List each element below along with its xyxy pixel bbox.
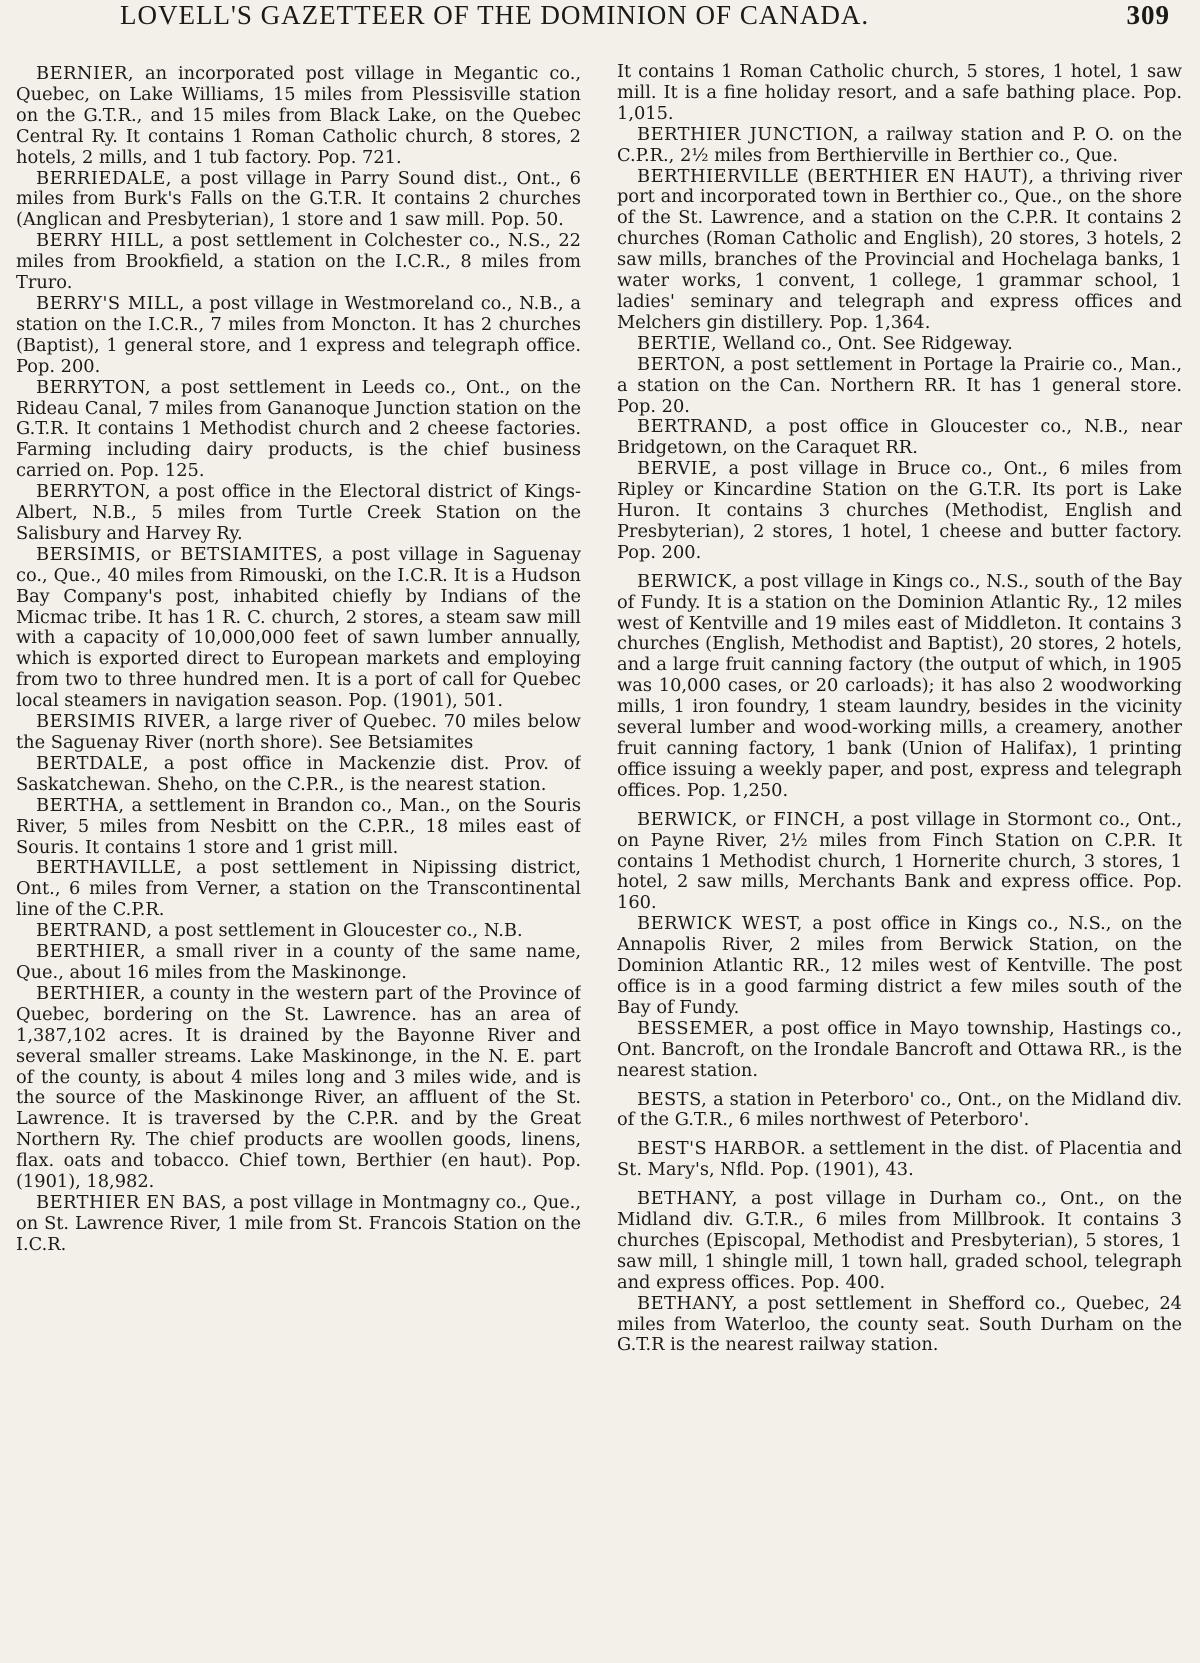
entry-headword: BERSIMIS RIVER, xyxy=(36,711,212,733)
entry-headword: BERRYTON, xyxy=(36,481,152,503)
entry-text: a settlement in Brandon co., Man., on the Souris River, 5 miles from Nesbitt on the C.P.R., 18 miles east of Souris. It contains 1 store and 1 grist mill. xyxy=(16,794,581,858)
entry-text: a post office in Gloucester co., N.B., near Bridgetown, on the Caraquet RR. xyxy=(617,416,1182,459)
entry-headword: BERTRAND, xyxy=(637,416,754,438)
entry-text: a railway station and P. O. on the C.P.R., 2½ miles from Berthierville in Berthier co., Que. xyxy=(617,123,1182,166)
gazetteer-entry xyxy=(16,858,581,921)
entry-headword: BESTS, xyxy=(637,1088,708,1110)
gazetteer-entry xyxy=(16,294,581,378)
entry-text: a post village in Durham co., Ont., on the Midland div. G.T.R., 6 miles from Millbrook. It contains 3 churches (Episcopal, Methodist and Presbyterian), 5 stores, 1 saw mill, 1 shingle mill, 1 town hall, graded school, telegraph and express offices. Pop. 400. xyxy=(617,1188,1182,1293)
gazetteer-entry xyxy=(16,921,581,942)
gazetteer-entry xyxy=(16,378,581,483)
gazetteer-entry xyxy=(617,1294,1182,1357)
gazetteer-entry xyxy=(16,231,581,294)
gazetteer-entry xyxy=(617,62,1182,125)
entry-headword: BETHANY, xyxy=(637,1188,738,1210)
entry-text: a post village in Parry Sound dist., Ont., 6 miles from Burk's Falls on the G.T.R. It contains 2 churches (Anglican and Presbyterian), 1 store and 1 saw mill. Pop. 50. xyxy=(16,167,581,231)
entry-headword: BERRIEDALE, xyxy=(36,167,172,189)
entry-headword: BERWICK, xyxy=(637,570,738,592)
entry-text: a post village in Bruce co., Ont., 6 miles from Ripley or Kincardine Station on the G.T.R. Its port is Lake Huron. It contains 3 churches (Methodist, English and Presbyterian), 2 stores, 1 hotel, 1 cheese and butter factory. Pop. 200. xyxy=(617,458,1182,563)
entry-headword: BERSIMIS, or BETSIAMITES, xyxy=(36,543,324,565)
entry-text: a post village in Stormont co., Ont., on Payne River, 2½ miles from Finch Station on C.P.R. It contains 1 Methodist church, 1 Hornerite church, 3 stores, 1 hotel, 2 saw mills, Merchants Bank and express office. Pop. 160. xyxy=(617,808,1182,914)
entry-text: a post village in Kings co., N.S., south of the Bay of Fundy. It is a station on the Dominion Atlantic Ry., 12 miles west of Kentville and 19 miles east of Middleton. It contains 3 churches (English, Methodist and Baptist), 20 stores, 2 hotels, and a large fruit canning factory (the output of which, in 1905 was 10,000 cases, or 20 carloads); it has also 2 woodworking mills, 1 iron foundry, 1 steam laundry, besides in the vicinity several lumber and wood-working mills, a creamery, another fruit canning factory, 1 bank (Union of Halifax), 1 printing office issuing a weekly paper, and post, express and telegraph offices. Pop. 1,250. xyxy=(617,570,1182,801)
entry-text: a post village in Westmoreland co., N.B., a station on the I.C.R., 7 miles from Moncton. It has 2 churches (Baptist), 1 general store, and 1 express and telegraph office. Pop. 200. xyxy=(16,292,581,377)
entry-headword: BESSEMER, xyxy=(637,1017,755,1039)
gazetteer-entry xyxy=(16,545,581,712)
gazetteer-entry xyxy=(16,169,581,232)
entry-headword: BERRY HILL, xyxy=(36,230,165,252)
entry-headword: BERTHIERVILLE (BERTHIER EN HAUT), xyxy=(637,165,1035,187)
right-column xyxy=(617,62,1182,1652)
entry-text: a post office in the Electoral district of Kings-Albert, N.B., 5 miles from Turtle Creek Station on the Salisbury and Harvey Ry. xyxy=(16,481,581,544)
entry-text: a post village in Saguenay co., Que., 40 miles from Rimouski, on the I.C.R. It is a Hudson Bay Company's post, inhabited chiefly by Indians of the Micmac tribe. It has 1 R. C. church, 2 stores, a steam saw mill with a capacity of 10,000,000 feet of sawn lumber annually, which is exported direct to European markets and employing from two to three hundred men. It is a port of call for Quebec local steamers in navigation season. Pop. (1901), 501. xyxy=(16,543,581,712)
page-number: 309 xyxy=(1126,0,1170,30)
entry-text: a post settlement in Portage la Prairie co., Man., a station on the Can. Northern RR. It has 1 general store. Pop. 20. xyxy=(617,353,1182,417)
entry-text: a post office in Mackenzie dist. Prov. of Saskatchewan. Sheho, on the C.P.R., is the nearest station. xyxy=(16,752,581,795)
entry-text: a settlement in the dist. of Placentia and St. Mary's, Nfld. Pop. (1901), 43. xyxy=(617,1138,1182,1181)
gazetteer-entry xyxy=(16,754,581,796)
entry-text: a post settlement in Gloucester co., N.B. xyxy=(158,920,523,942)
entry-text: a post settlement in Nipissing district, Ont., 6 miles from Verner, a station on the Transcontinental line of the C.P.R. xyxy=(16,857,581,921)
entry-headword: BERWICK WEST, xyxy=(637,913,803,935)
gazetteer-entry xyxy=(617,1090,1182,1132)
entry-headword: BERTHIER, xyxy=(36,941,147,963)
gazetteer-entry xyxy=(16,984,581,1193)
gazetteer-entry xyxy=(617,810,1182,915)
page-header xyxy=(120,0,1170,34)
gazetteer-entry xyxy=(617,417,1182,459)
entry-headword: BERWICK, or FINCH, xyxy=(637,808,846,830)
entry-text: Welland co., Ont. See Ridgeway. xyxy=(722,332,1013,354)
gazetteer-entry xyxy=(16,796,581,859)
entry-text: a post settlement in Leeds co., Ont., on the Rideau Canal, 7 miles from Gananoque Junction station on the G.T.R. It contains 1 Methodist church and 2 cheese factories. Farming including dairy products, is the chief business carried on. Pop. 125. xyxy=(16,376,581,482)
entry-headword: BERNIER, xyxy=(36,64,135,84)
entry-headword: BERTHIER JUNCTION, xyxy=(637,123,859,145)
entry-headword: BEST'S HARBOR. xyxy=(637,1138,807,1160)
gazetteer-entry xyxy=(617,1189,1182,1294)
entry-text: an incorporated post village in Megantic co., Quebec, on Lake Williams, 15 miles from Plessisville station on the G.T.R., and 15 miles from Black Lake, on the Quebec Central Ry. It contains 1 Roman Catholic church, 8 stores, 2 hotels, 2 mills, and 1 tub factory. Pop. 721. xyxy=(16,64,581,168)
entry-headword: BERTON, xyxy=(637,353,727,375)
entry-text: a post settlement in Colchester co., N.S., 22 miles from Brookfield, a station on the I.C.R., 8 miles from Truro. xyxy=(16,230,581,294)
entry-text: a large river of Quebec. 70 miles below the Saguenay River (north shore). See Betsiamites xyxy=(16,711,581,753)
entry-headword: BERTHA, xyxy=(36,794,125,816)
gazetteer-entry xyxy=(617,125,1182,167)
gazetteer-entry xyxy=(617,167,1182,334)
entry-headword: BERTDALE, xyxy=(36,752,150,774)
entry-headword: BERVIE, xyxy=(637,458,718,480)
entry-headword: BETHANY, xyxy=(637,1292,738,1314)
entry-text: a county in the western part of the Province of Quebec, bordering on the St. Lawrence. has an area of 1,387,102 acres. It is drained by the Bayonne River and several smaller streams. Lake Maskinonge, in the N. E. part of the county, is about 4 miles long and 3 miles wide, and is the source of the Maskinonge River, an affluent of the St. Lawrence. It is traversed by the C.P.R. and by the Great Northern Ry. The chief products are woollen goods, linens, flax. oats and tobacco. Chief town, Berthier (en haut). Pop. (1901), 18,982. xyxy=(16,982,581,1193)
entry-text: a post office in Kings co., N.S., on the Annapolis River, 2 miles from Berwick Station, on the Dominion Atlantic RR., 12 miles west of Kentville. The post office is in a good farming district a few miles south of the Bay of Fundy. xyxy=(617,913,1182,1018)
entry-headword: BERRY'S MILL, xyxy=(36,292,185,314)
entry-headword: BERTRAND, xyxy=(36,920,153,942)
entry-headword: BERRYTON, xyxy=(36,376,152,398)
running-title: LOVELL'S GAZETTEER OF THE DOMINION OF CANADA. xyxy=(120,0,870,30)
gazetteer-entry xyxy=(16,64,581,169)
gazetteer-entry xyxy=(16,712,581,754)
entry-headword: BERTHIER EN BAS, xyxy=(36,1191,228,1213)
entry-text: a small river in a county of the same name, Que., about 16 miles from the Maskinonge. xyxy=(16,941,581,983)
entry-headword: BERTHAVILLE, xyxy=(36,857,183,879)
entry-text: a post office in Mayo township, Hastings co., Ont. Bancroft, on the Irondale Bancroft and Ottawa RR., is the nearest station. xyxy=(617,1017,1182,1081)
gazetteer-entry xyxy=(617,1019,1182,1082)
gazetteer-entry xyxy=(16,482,581,545)
gazetteer-entry xyxy=(617,334,1182,355)
gazetteer-entry xyxy=(16,1193,581,1256)
gazetteer-entry xyxy=(617,355,1182,418)
entry-text: a thriving river port and incorporated town in Berthier co., Que., on the shore of the St. Lawrence, and a station on the C.P.R. It contains 2 churches (Roman Catholic and English), 20 stores, 3 hotels, 2 saw mills, branches of the Provincial and Hochelaga banks, 1 water works, 1 convent, 1 college, 1 grammar school, 1 ladies' seminary and telegraph and express offices and Melchers gin distillery. Pop. 1,364. xyxy=(617,165,1182,333)
entry-text: It contains 1 Roman Catholic church, 5 stores, 1 hotel, 1 saw mill. It is a fine holiday resort, and a safe bathing place. Pop. 1,015. xyxy=(617,62,1182,124)
left-column xyxy=(16,64,581,1654)
entry-headword: BERTHIER, xyxy=(36,982,147,1004)
gazetteer-entry xyxy=(617,1139,1182,1181)
entry-text: a post settlement in Shefford co., Quebec, 24 miles from Waterloo, the county seat. South Durham on the G.T.R is the nearest railway station. xyxy=(617,1292,1182,1356)
entry-text: a station in Peterboro' co., Ont., on the Midland div. of the G.T.R., 6 miles northwest of Peterboro'. xyxy=(617,1088,1182,1131)
gazetteer-entry xyxy=(617,459,1182,564)
gazetteer-entry xyxy=(16,942,581,984)
gazetteer-entry xyxy=(617,914,1182,1019)
entry-text: a post village in Montmagny co., Que., on St. Lawrence River, 1 mile from St. Francois Station on the I.C.R. xyxy=(16,1191,581,1255)
gazetteer-entry xyxy=(617,572,1182,802)
entry-headword: BERTIE, xyxy=(637,332,718,354)
